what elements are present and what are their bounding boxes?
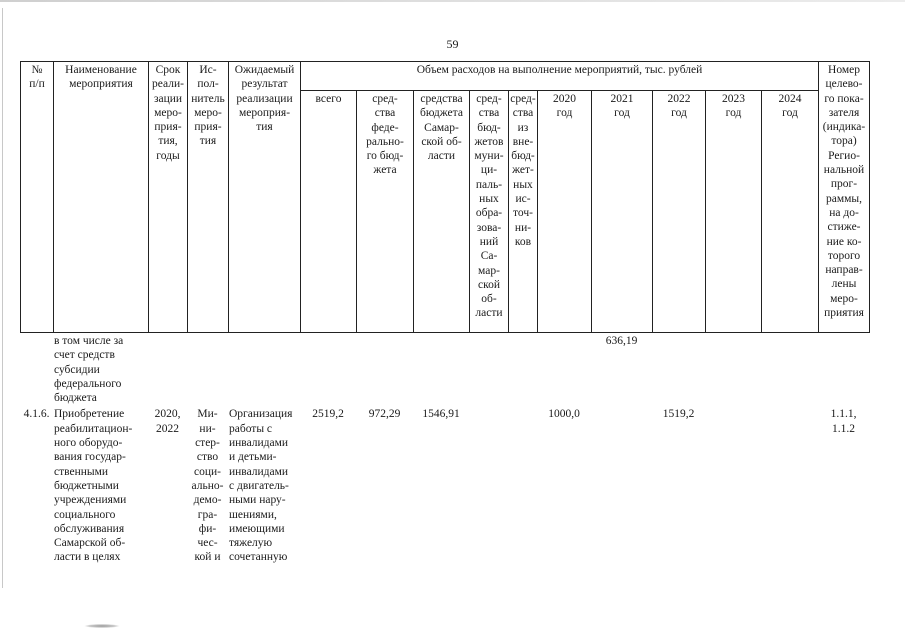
cell-2021: 636,19 — [605, 335, 638, 347]
table-header — [20, 61, 870, 333]
header-total: всего — [301, 91, 357, 333]
header-indicator-number: Номер целево- го пока- зателя (индика- тора) Регио- нальной прог- раммы, на до- стиже- ние ко- торого направ- лены меро- приятия — [819, 62, 870, 333]
cell-2020: 1000,0 — [548, 408, 580, 421]
header-year-2020: 2020 год — [538, 91, 592, 333]
header-year-2022: 2022 год — [653, 91, 706, 333]
cell-total: 2519,2 — [312, 408, 344, 421]
cell-indicator — [818, 333, 869, 406]
cell-executor — [187, 333, 228, 406]
header-regional-budget: средства бюджета Самар- ской об- ласти — [414, 91, 470, 333]
header-term: Срок реали- зации меро- прия- тия, годы — [149, 62, 188, 333]
header-municipal-budget: сред- ства бюд- жетов муни- ци- паль- ных обра- зова- ний Са- мар- ской об- ласти — [470, 91, 509, 333]
header-expense-volume: Объем расходов на выполнение мероприятий, тыс. рублей — [301, 62, 819, 91]
cell-executor: Ми- ни- стер- ство соци- ально- демо- гра- фи- чес- кой и — [191, 408, 224, 564]
cell-result: Организация работы с инвалидами и детьми- инвалидами с двигатель- ными нару- шениями, имеющими тяжелую сочетанную — [229, 408, 293, 564]
cell-2024 — [761, 333, 818, 406]
cell-term: 2020, 2022 — [154, 408, 181, 435]
cell-federal: 972,29 — [368, 408, 401, 421]
page-number: 59 — [446, 37, 459, 51]
cell-name: Приобретение реабилитацион- ного оборудо- вания государ- ственными бюджетными учреждениями социального обслуживания Самарской об- ласти в целях — [54, 408, 133, 564]
cell-result — [228, 333, 300, 406]
cell-2020 — [537, 333, 591, 406]
cell-2021 — [591, 406, 652, 566]
cell-2023 — [705, 406, 761, 566]
cell-federal — [356, 333, 413, 406]
cell-name: в том числе за счет средств субсидии федерального бюджета — [54, 335, 124, 405]
cell-no — [20, 333, 53, 406]
table-row — [20, 406, 869, 566]
cell-regional — [413, 333, 469, 406]
header-federal-budget: сред- ства феде- рально- го бюд- жета — [357, 91, 414, 333]
scan-smudge — [84, 624, 120, 628]
header-expected-result: Ожидаемый результат реализации мероприя- тия — [229, 62, 301, 333]
cell-2024 — [761, 406, 818, 566]
table-row — [20, 333, 869, 406]
cell-2022: 1519,2 — [662, 408, 695, 421]
scan-artifact-top — [0, 0, 905, 2]
header-year-2021: 2021 год — [592, 91, 653, 333]
scan-artifact-edge — [2, 8, 3, 588]
cell-2023 — [705, 333, 761, 406]
cell-term — [148, 333, 187, 406]
cell-offbudget — [508, 406, 537, 566]
table-body — [20, 333, 869, 566]
cell-total — [300, 333, 356, 406]
header-name: Наименование мероприятия — [54, 62, 149, 333]
header-year-2023: 2023 год — [706, 91, 762, 333]
cell-regional: 1546,91 — [422, 408, 460, 421]
cell-municipal — [469, 333, 508, 406]
header-offbudget: сред- ства из вне- бюд- жет- ных ис- точ- ни- ков — [509, 91, 538, 333]
cell-no: 4.1.6. — [23, 408, 50, 421]
cell-municipal — [469, 406, 508, 566]
header-no: № п/п — [21, 62, 54, 333]
header-executor: Ис- пол- нитель меро- прия- тия — [188, 62, 229, 333]
cell-indicator: 1.1.1, 1.1.2 — [830, 408, 857, 435]
cell-offbudget — [508, 333, 537, 406]
header-year-2024: 2024 год — [762, 91, 819, 333]
cell-2022 — [652, 333, 705, 406]
